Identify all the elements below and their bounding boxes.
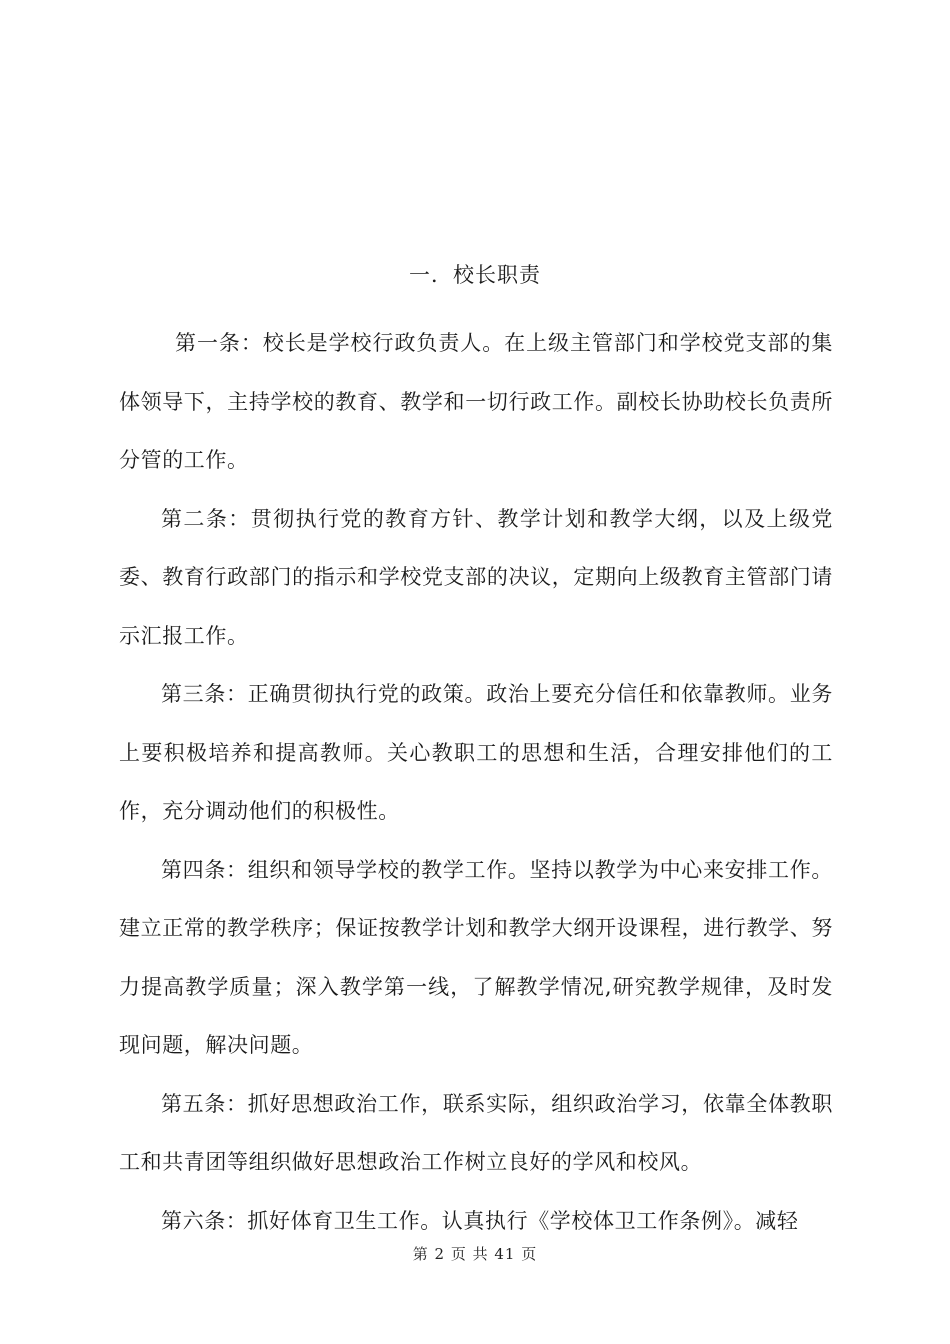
paragraph-article-2: 第二条：贯彻执行党的教育方针、教学计划和教学大纲，以及上级党委、教育行政部门的指示和学校党支部的决议，定期向上级教育主管部门请示汇报工作。 [119,506,833,648]
paragraph-article-6: 第六条：抓好体育卫生工作。认真执行《学校体卫工作条例》。减轻 [161,1208,799,1233]
paragraph-article-5: 第五条：抓好思想政治工作，联系实际，组织政治学习，依靠全体教职工和共青团等组织做好思想政治工作树立良好的学风和校风。 [119,1091,833,1174]
page-number-footer: 第 2 页 共 41 页 [412,1245,538,1263]
section-heading: 一．校长职责 [409,263,541,287]
paragraph-article-3: 第三条：正确贯彻执行党的政策。政治上要充分信任和依靠教师。业务上要积极培养和提高教师。关心教职工的思想和生活，合理安排他们的工作，充分调动他们的积极性。 [119,682,833,823]
paragraph-article-1: 第一条：校长是学校行政负责人。在上级主管部门和学校党支部的集体领导下，主持学校的教育、教学和一切行政工作。副校长协助校长负责所分管的工作。 [119,331,833,472]
paragraph-article-4: 第四条：组织和领导学校的教学工作。坚持以教学为中心来安排工作。建立正常的教学秩序；保证按教学计划和教学大纲开设课程，进行教学、努力提高教学质量；深入教学第一线，了解教学情况,研究教学规律，及时发现问题，解决问题。 [119,857,833,1057]
body-text [119,314,833,1250]
